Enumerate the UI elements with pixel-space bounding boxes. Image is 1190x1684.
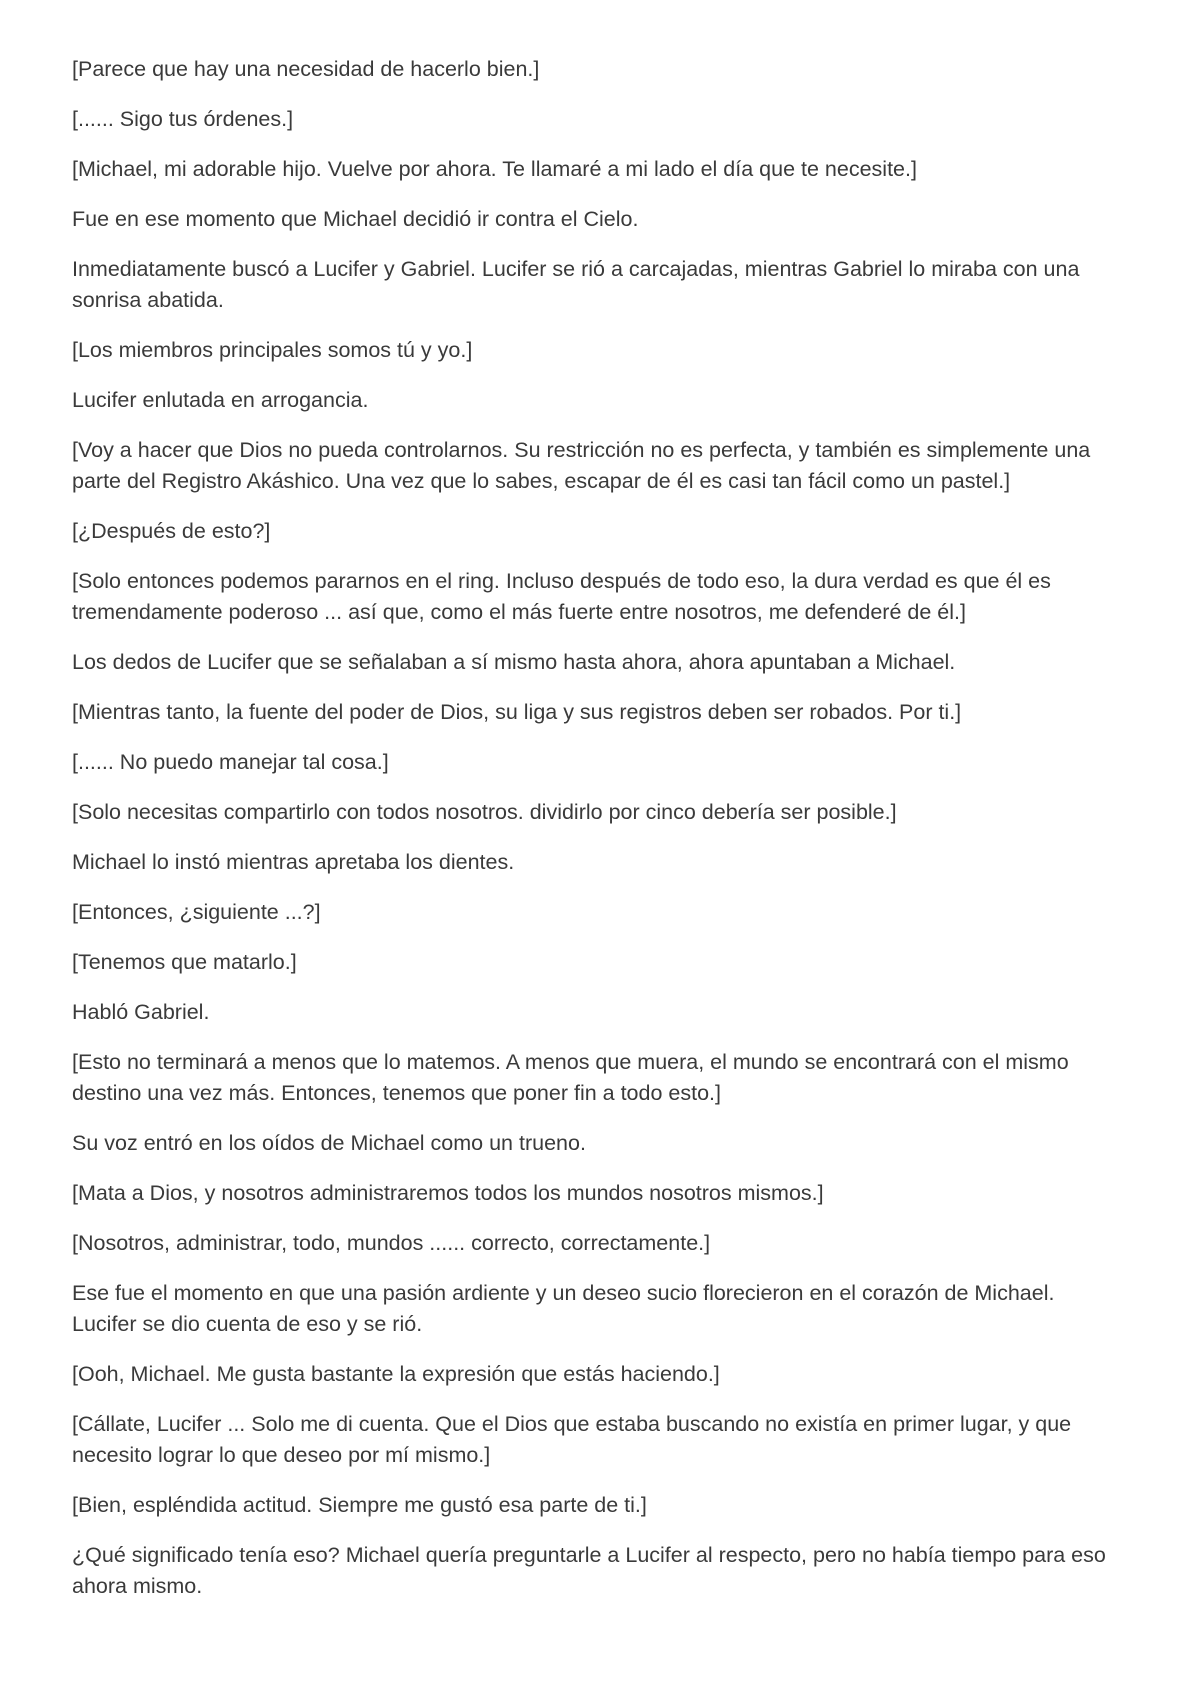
paragraph: [Ooh, Michael. Me gusta bastante la expresión que estás haciendo.] <box>72 1362 720 1386</box>
paragraph: [Solo entonces podemos pararnos en el ring. Incluso después de todo eso, la dura verdad es que él es tremendamente poderoso ... así que, como el más fuerte entre nosotros, me defenderé de él.] <box>72 569 1051 624</box>
paragraph: [Tenemos que matarlo.] <box>72 950 297 974</box>
paragraph: [Bien, espléndida actitud. Siempre me gustó esa parte de ti.] <box>72 1493 647 1517</box>
paragraph: [Nosotros, administrar, todo, mundos ...... correcto, correctamente.] <box>72 1231 711 1255</box>
paragraph: Michael lo instó mientras apretaba los dientes. <box>72 850 515 874</box>
paragraph: [Voy a hacer que Dios no pueda controlarnos. Su restricción no es perfecta, y también es simplemente una parte del Registro Akáshico. Una vez que lo sabes, escapar de él es casi tan fácil como un pastel.] <box>72 438 1091 493</box>
paragraph: [Parece que hay una necesidad de hacerlo bien.] <box>72 57 540 81</box>
paragraph: [Los miembros principales somos tú y yo.] <box>72 338 473 362</box>
document-body <box>72 54 1112 1621</box>
paragraph: [Esto no terminará a menos que lo matemos. A menos que muera, el mundo se encontrará con el mismo destino una vez más. Entonces, tenemos que poner fin a todo esto.] <box>72 1050 1069 1105</box>
paragraph: [...... No puedo manejar tal cosa.] <box>72 750 389 774</box>
paragraph: [Michael, mi adorable hijo. Vuelve por ahora. Te llamaré a mi lado el día que te necesite.] <box>72 157 917 181</box>
paragraph: [Mientras tanto, la fuente del poder de Dios, su liga y sus registros deben ser robados. Por ti.] <box>72 700 962 724</box>
paragraph: [Solo necesitas compartirlo con todos nosotros. dividirlo por cinco debería ser posible.] <box>72 800 897 824</box>
paragraph: Inmediatamente buscó a Lucifer y Gabriel. Lucifer se rió a carcajadas, mientras Gabriel lo miraba con una sonrisa abatida. <box>72 257 1080 312</box>
paragraph: ¿Qué significado tenía eso? Michael quería preguntarle a Lucifer al respecto, pero no había tiempo para eso ahora mismo. <box>72 1543 1106 1598</box>
paragraph: [Entonces, ¿siguiente ...?] <box>72 900 321 924</box>
paragraph: Lucifer enlutada en arrogancia. <box>72 388 369 412</box>
paragraph: Los dedos de Lucifer que se señalaban a sí mismo hasta ahora, ahora apuntaban a Michael. <box>72 650 956 674</box>
paragraph: Ese fue el momento en que una pasión ardiente y un deseo sucio florecieron en el corazón de Michael. Lucifer se dio cuenta de eso y se rió. <box>72 1281 1055 1336</box>
paragraph: [¿Después de esto?] <box>72 519 271 543</box>
paragraph: Fue en ese momento que Michael decidió ir contra el Cielo. <box>72 207 639 231</box>
paragraph: Habló Gabriel. <box>72 1000 210 1024</box>
paragraph: Su voz entró en los oídos de Michael como un trueno. <box>72 1131 586 1155</box>
paragraph: [...... Sigo tus órdenes.] <box>72 107 294 131</box>
paragraph: [Mata a Dios, y nosotros administraremos todos los mundos nosotros mismos.] <box>72 1181 824 1205</box>
paragraph: [Cállate, Lucifer ... Solo me di cuenta. Que el Dios que estaba buscando no existía en primer lugar, y que necesito lograr lo que deseo por mí mismo.] <box>72 1412 1072 1467</box>
